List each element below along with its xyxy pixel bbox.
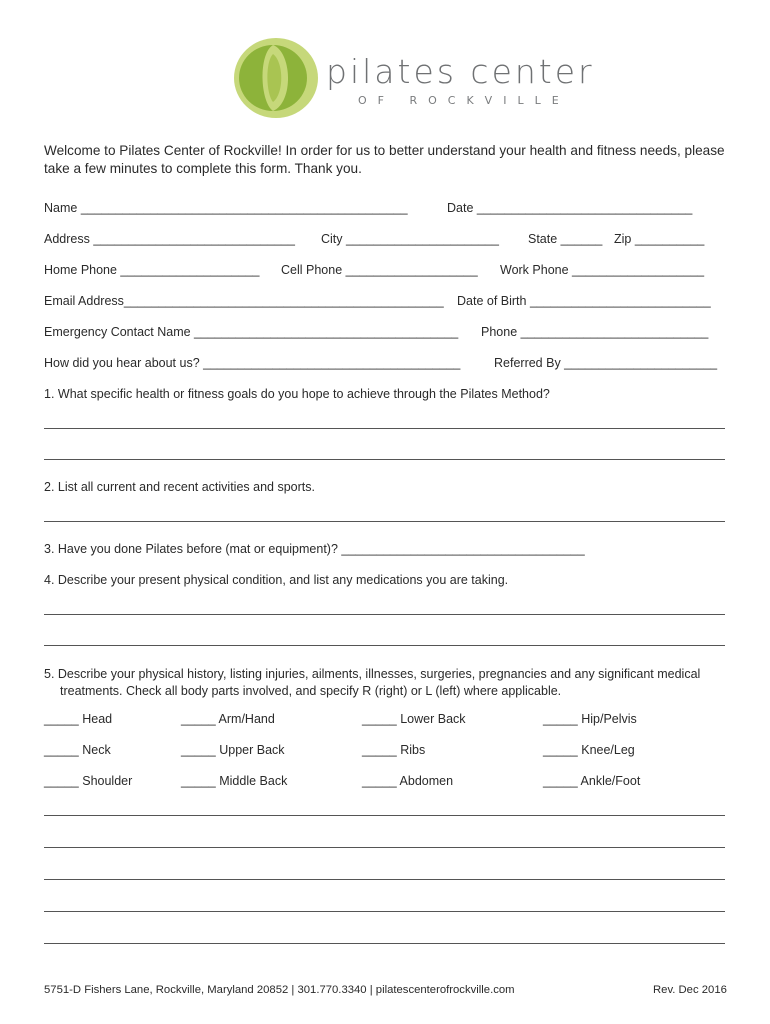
question-2: 2. List all current and recent activities and sports. <box>44 480 315 494</box>
referral-source-field[interactable]: How did you hear about us? _____________________________________ <box>44 356 461 370</box>
body-part-lower-back[interactable]: _____ Lower Back <box>362 712 466 726</box>
body-part-upper-back[interactable]: _____ Upper Back <box>181 743 285 757</box>
body-part-neck[interactable]: _____ Neck <box>44 743 111 757</box>
body-part-abdomen[interactable]: _____ Abdomen <box>362 774 454 788</box>
answer-line[interactable] <box>44 815 725 816</box>
body-part-arm-hand[interactable]: _____ Arm/Hand <box>181 712 275 726</box>
body-part-ankle-foot[interactable]: _____ Ankle/Foot <box>543 774 641 788</box>
question-3[interactable]: 3. Have you done Pilates before (mat or equipment)? ___________________________________ <box>44 542 585 556</box>
body-part-ribs[interactable]: _____ Ribs <box>362 743 426 757</box>
work-phone-field[interactable]: Work Phone ___________________ <box>500 263 705 277</box>
question-5 <box>44 666 728 700</box>
pilates-logo-icon <box>232 36 320 120</box>
answer-line[interactable] <box>44 428 725 429</box>
answer-line[interactable] <box>44 614 725 615</box>
home-phone-field[interactable]: Home Phone ____________________ <box>44 263 260 277</box>
referred-by-field[interactable]: Referred By ______________________ <box>494 356 718 370</box>
emergency-contact-field[interactable]: Emergency Contact Name ______________________________________ <box>44 325 459 339</box>
answer-line[interactable] <box>44 879 725 880</box>
logo-subtitle: OF ROCKVILLE <box>358 94 570 107</box>
date-field[interactable]: Date _______________________________ <box>447 201 693 215</box>
state-field[interactable]: State ______ <box>528 232 603 246</box>
answer-line[interactable] <box>44 943 725 944</box>
question-4: 4. Describe your present physical condition, and list any medications you are taking. <box>44 573 509 587</box>
body-part-knee-leg[interactable]: _____ Knee/Leg <box>543 743 635 757</box>
question-1: 1. What specific health or fitness goals do you hope to achieve through the Pilates Method? <box>44 387 550 401</box>
answer-line[interactable] <box>44 645 725 646</box>
answer-line[interactable] <box>44 911 725 912</box>
zip-field[interactable]: Zip __________ <box>614 232 705 246</box>
cell-phone-field[interactable]: Cell Phone ___________________ <box>281 263 478 277</box>
body-part-middle-back[interactable]: _____ Middle Back <box>181 774 288 788</box>
footer-revision: Rev. Dec 2016 <box>653 984 727 996</box>
answer-line[interactable] <box>44 521 725 522</box>
emergency-phone-field[interactable]: Phone ___________________________ <box>481 325 709 339</box>
email-field[interactable]: Email Address______________________________________________ <box>44 294 444 308</box>
city-field[interactable]: City ______________________ <box>321 232 499 246</box>
question-5-line-1: 5. Describe your physical history, listing injuries, ailments, illnesses, surgeries, pregnancies and any significant medical <box>44 667 701 681</box>
address-field[interactable]: Address _____________________________ <box>44 232 295 246</box>
body-part-shoulder[interactable]: _____ Shoulder <box>44 774 133 788</box>
dob-field[interactable]: Date of Birth __________________________ <box>457 294 711 308</box>
body-part-hip-pelvis[interactable]: _____ Hip/Pelvis <box>543 712 637 726</box>
intro-text: Welcome to Pilates Center of Rockville! In order for us to better understand your health and fitness needs, please take a few minutes to complete this form. Thank you. <box>44 143 725 176</box>
body-part-head[interactable]: _____ Head <box>44 712 113 726</box>
question-5-line-2: treatments. Check all body parts involved, and specify R (right) or L (left) where applicable. <box>60 684 562 698</box>
footer-address: 5751-D Fishers Lane, Rockville, Maryland 20852 | 301.770.3340 | pilatescenterofrockville.com <box>44 984 515 996</box>
logo-name: pilates center <box>326 52 595 91</box>
name-field[interactable]: Name _______________________________________________ <box>44 201 408 215</box>
answer-line[interactable] <box>44 459 725 460</box>
answer-line[interactable] <box>44 847 725 848</box>
